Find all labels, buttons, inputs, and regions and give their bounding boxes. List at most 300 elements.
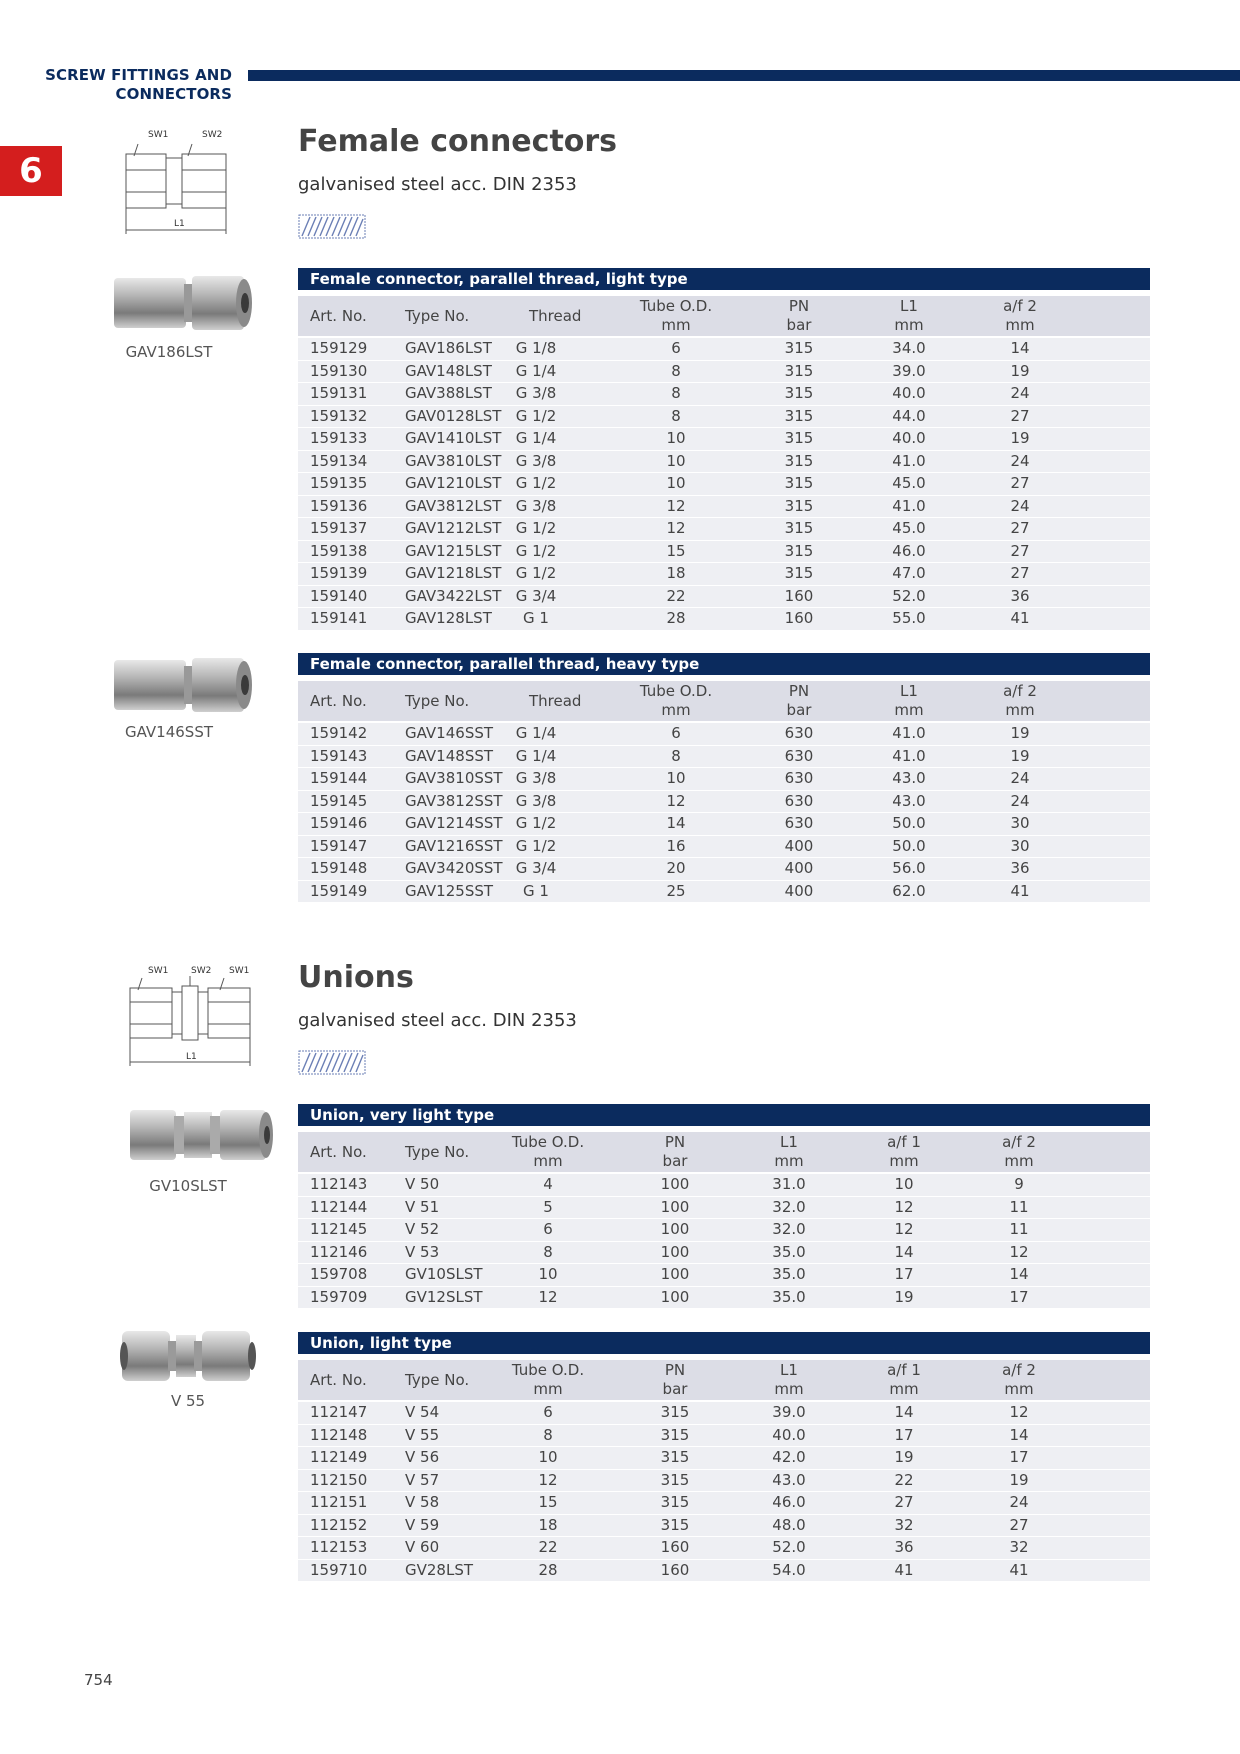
col-af1-unit: mm: [889, 1152, 919, 1170]
col-pn-label: PN: [664, 1361, 686, 1379]
cell-art-no: 159147: [310, 836, 368, 855]
col-af2-unit: mm: [1004, 1152, 1034, 1170]
cell-l1: 32.0: [772, 1197, 806, 1216]
cell-tube-od: 12: [666, 519, 686, 537]
table-row: [298, 1402, 1150, 1424]
cell-l1: 45.0: [892, 519, 926, 537]
cell-af1: 27: [894, 1493, 914, 1511]
table-row: [298, 406, 1150, 428]
cell-af1: 12: [894, 1197, 914, 1216]
cell-type-no: V 53: [405, 1242, 440, 1261]
table-row: [298, 1174, 1150, 1196]
cell-art-no: 159710: [310, 1560, 368, 1579]
col-l1: [729, 1361, 849, 1399]
cell-l1: 52.0: [892, 586, 926, 605]
cell-type-no: V 60: [405, 1538, 440, 1556]
table-row: [298, 586, 1150, 608]
cell-pn: 315: [660, 1470, 690, 1489]
cell-l1: 39.0: [892, 361, 926, 380]
cell-thread: G 1: [523, 881, 549, 900]
cell-af1: 32: [894, 1515, 914, 1534]
cell-thread: G 1/2: [515, 406, 557, 425]
cell-pn: 315: [784, 361, 814, 380]
cell-l1: 43.0: [892, 769, 926, 787]
cell-af1: 41: [894, 1560, 914, 1579]
col-art-no: Art. No.: [310, 692, 367, 710]
cell-type-no: GAV128LST: [405, 609, 492, 627]
col-tube-od-unit: mm: [533, 1152, 563, 1170]
cell-tube-od: 8: [671, 384, 681, 402]
cell-l1: 40.0: [892, 429, 926, 447]
table-row: [298, 361, 1150, 383]
cell-l1: 40.0: [892, 384, 926, 402]
cell-tube-od: 18: [666, 564, 686, 582]
col-type-no: Type No.: [405, 1371, 470, 1389]
col-af1-label: a/f 1: [887, 1361, 921, 1379]
col-l1: [729, 1133, 849, 1171]
cell-af1: 36: [894, 1538, 914, 1556]
col-tube-od: [616, 297, 736, 335]
table-row: [298, 1264, 1150, 1286]
cell-type-no: GAV125SST: [405, 881, 494, 900]
table-row: [298, 723, 1150, 745]
cell-pn: 315: [784, 519, 814, 537]
cell-af2: 24: [1009, 1493, 1029, 1511]
cell-tube-od: 6: [671, 724, 681, 742]
table-row: [298, 1197, 1150, 1219]
cell-tube-od: 14: [666, 814, 686, 832]
cell-type-no: GAV186LST: [405, 339, 492, 357]
table-row: [298, 858, 1150, 880]
cell-l1: 35.0: [772, 1265, 806, 1283]
cell-l1: 31.0: [772, 1175, 806, 1193]
cell-pn: 630: [784, 724, 814, 742]
cell-type-no: GAV1210LST: [405, 474, 502, 492]
cell-pn: 160: [784, 609, 814, 627]
cell-art-no: 159709: [310, 1287, 368, 1306]
col-af2: [960, 297, 1080, 335]
col-art-no: Art. No.: [310, 1143, 367, 1161]
table-row: [298, 608, 1150, 630]
cell-l1: 56.0: [892, 859, 926, 877]
table-row: [298, 518, 1150, 540]
header-bar: [248, 70, 1240, 81]
cell-pn: 315: [660, 1403, 690, 1421]
col-l1-label: L1: [780, 1361, 798, 1379]
cell-pn: 315: [784, 541, 814, 560]
female-diagram-sw2: SW2: [202, 130, 223, 140]
table-header: [298, 1132, 1150, 1172]
cell-pn: 315: [784, 406, 814, 425]
cell-type-no: GV12SLST: [405, 1287, 483, 1306]
table-body: [298, 1174, 1150, 1308]
product-label-gav186lst: GAV186LST: [125, 343, 213, 361]
col-art-no: Art. No.: [310, 1371, 367, 1389]
cell-pn: 400: [784, 859, 814, 877]
cell-type-no: GAV1215LST: [405, 541, 502, 560]
cell-af2: 27: [1010, 406, 1030, 425]
cell-af2: 14: [1010, 339, 1030, 357]
cell-af2: 17: [1009, 1448, 1029, 1466]
product-label-gv10slst: GV10SLST: [149, 1177, 227, 1195]
cell-l1: 50.0: [892, 814, 926, 832]
cell-tube-od: 8: [671, 361, 681, 380]
table-title: Union, very light type: [298, 1104, 1150, 1126]
cell-af2: 24: [1010, 451, 1030, 470]
cell-thread: G 3/8: [515, 791, 557, 810]
table-row: [298, 768, 1150, 790]
cell-thread: G 3/8: [515, 496, 557, 515]
table-row: [298, 1515, 1150, 1537]
col-af2-label: a/f 2: [1003, 682, 1037, 700]
cell-art-no: 159140: [310, 586, 368, 605]
cell-tube-od: 8: [543, 1242, 553, 1261]
table-row: [298, 563, 1150, 585]
cell-pn: 315: [784, 451, 814, 470]
cell-thread: G 1/2: [515, 474, 557, 492]
cell-af2: 32: [1009, 1538, 1029, 1556]
cell-af2: 9: [1014, 1175, 1024, 1193]
cell-art-no: 159129: [310, 339, 368, 357]
cell-type-no: V 54: [405, 1403, 440, 1421]
cell-pn: 315: [660, 1425, 690, 1444]
cell-tube-od: 12: [538, 1287, 558, 1306]
col-tube-od-label: Tube O.D.: [511, 1133, 585, 1151]
table-body: [298, 338, 1150, 630]
female-connector-light-product-image: [106, 268, 256, 338]
cell-tube-od: 28: [666, 609, 686, 627]
cell-tube-od: 6: [543, 1403, 553, 1421]
col-pn: [615, 1133, 735, 1171]
cell-type-no: GAV3420SST: [405, 859, 503, 877]
col-tube-od-unit: mm: [661, 701, 691, 719]
cell-tube-od: 10: [538, 1448, 558, 1466]
cell-thread: G 3/8: [515, 384, 557, 402]
cell-tube-od: 22: [538, 1538, 558, 1556]
col-l1-unit: mm: [774, 1380, 804, 1398]
cell-af2: 27: [1010, 541, 1030, 560]
female-diagram-sw1: SW1: [148, 130, 169, 140]
cell-type-no: GAV3422LST: [405, 586, 502, 605]
cell-pn: 630: [784, 791, 814, 810]
certification-mark-icon: [298, 1050, 366, 1075]
cell-af2: 14: [1009, 1425, 1029, 1444]
cell-tube-od: 16: [666, 836, 686, 855]
cell-art-no: 112148: [310, 1425, 368, 1444]
cell-thread: G 3/4: [515, 859, 557, 877]
cell-tube-od: 6: [671, 339, 681, 357]
cell-art-no: 159133: [310, 429, 368, 447]
cell-l1: 45.0: [892, 474, 926, 492]
female-heavy-table: [298, 653, 1150, 903]
cell-af1: 22: [894, 1470, 914, 1489]
cell-type-no: V 55: [405, 1425, 440, 1444]
table-title: Female connector, parallel thread, light type: [298, 268, 1150, 290]
cell-pn: 630: [784, 814, 814, 832]
cell-af2: 24: [1010, 384, 1030, 402]
cell-pn: 100: [660, 1287, 690, 1306]
col-type-no: Type No.: [405, 307, 470, 325]
cell-thread: G 1/4: [515, 429, 557, 447]
cell-l1: 35.0: [772, 1287, 806, 1306]
cell-art-no: 159149: [310, 881, 368, 900]
col-tube-od-unit: mm: [533, 1380, 563, 1398]
col-l1-unit: mm: [774, 1152, 804, 1170]
cell-pn: 315: [784, 496, 814, 515]
table-row: [298, 428, 1150, 450]
cell-l1: 54.0: [772, 1560, 806, 1579]
cell-af2: 19: [1010, 361, 1030, 380]
cell-tube-od: 5: [543, 1197, 553, 1216]
cell-l1: 40.0: [772, 1425, 806, 1444]
cell-art-no: 159148: [310, 859, 368, 877]
cell-af1: 14: [894, 1242, 914, 1261]
cell-pn: 315: [660, 1493, 690, 1511]
cell-art-no: 159134: [310, 451, 368, 470]
cell-thread: G 3/4: [515, 586, 557, 605]
cell-type-no: GAV3810SST: [405, 769, 503, 787]
cell-pn: 315: [660, 1515, 690, 1534]
cell-af2: 19: [1010, 746, 1030, 765]
col-pn-unit: bar: [662, 1152, 688, 1170]
cell-art-no: 112152: [310, 1515, 368, 1534]
table-row: [298, 813, 1150, 835]
col-af2-label: a/f 2: [1002, 1361, 1036, 1379]
cell-l1: 41.0: [892, 496, 926, 515]
cell-thread: G 1: [523, 609, 549, 627]
table-row: [298, 383, 1150, 405]
unions-section-subtitle: galvanised steel acc. DIN 2353: [298, 1010, 577, 1031]
table-row: [298, 473, 1150, 495]
cell-af1: 17: [894, 1425, 914, 1444]
cell-af2: 19: [1009, 1470, 1029, 1489]
col-l1-label: L1: [780, 1133, 798, 1151]
cell-art-no: 112145: [310, 1220, 368, 1238]
col-af2: [959, 1133, 1079, 1171]
union-diagram-sw1-left: SW1: [148, 966, 169, 976]
col-thread: Thread: [529, 307, 582, 325]
table-row: [298, 1242, 1150, 1264]
section-header: [40, 66, 232, 104]
cell-l1: 35.0: [772, 1242, 806, 1261]
cell-type-no: GAV3812LST: [405, 496, 502, 515]
table-body: [298, 1402, 1150, 1581]
female-connector-heavy-product-image: [106, 650, 256, 720]
cell-pn: 315: [784, 474, 814, 492]
cell-type-no: GAV3812SST: [405, 791, 503, 810]
col-l1-unit: mm: [894, 701, 924, 719]
col-tube-od-label: Tube O.D.: [639, 682, 713, 700]
col-l1-label: L1: [900, 682, 918, 700]
col-pn-label: PN: [788, 297, 810, 315]
cell-art-no: 159137: [310, 519, 368, 537]
cell-af2: 27: [1010, 564, 1030, 582]
col-af1-label: a/f 1: [887, 1133, 921, 1151]
cell-art-no: 159146: [310, 814, 368, 832]
cell-af1: 19: [894, 1448, 914, 1466]
col-af2-unit: mm: [1004, 1380, 1034, 1398]
female-diagram-l1: L1: [174, 219, 185, 229]
cell-l1: 43.0: [772, 1470, 806, 1489]
col-af1: [844, 1133, 964, 1171]
cell-l1: 46.0: [892, 541, 926, 560]
table-row: [298, 496, 1150, 518]
table-body: [298, 723, 1150, 902]
cell-tube-od: 10: [666, 451, 686, 470]
col-l1: [849, 682, 969, 720]
cell-tube-od: 10: [666, 474, 686, 492]
cell-thread: G 1/2: [515, 519, 557, 537]
cell-type-no: V 52: [405, 1220, 440, 1238]
col-pn: [739, 297, 859, 335]
cell-type-no: GAV1216SST: [405, 836, 503, 855]
cell-af2: 30: [1010, 814, 1030, 832]
cell-tube-od: 12: [666, 791, 686, 810]
col-pn: [615, 1361, 735, 1399]
table-row: [298, 881, 1150, 903]
cell-l1: 41.0: [892, 451, 926, 470]
cell-pn: 100: [660, 1242, 690, 1261]
cell-art-no: 159130: [310, 361, 368, 380]
cell-art-no: 159143: [310, 746, 368, 765]
cell-af2: 19: [1010, 724, 1030, 742]
cell-type-no: V 51: [405, 1197, 440, 1216]
cell-pn: 315: [784, 564, 814, 582]
cell-pn: 315: [660, 1448, 690, 1466]
product-label-gav146sst: GAV146SST: [124, 723, 214, 741]
col-l1: [849, 297, 969, 335]
cell-af1: 17: [894, 1265, 914, 1283]
col-l1-label: L1: [900, 297, 918, 315]
table-header: [298, 296, 1150, 336]
col-l1-unit: mm: [894, 316, 924, 334]
cell-tube-od: 8: [543, 1425, 553, 1444]
cell-tube-od: 12: [538, 1470, 558, 1489]
cell-af2: 27: [1010, 474, 1030, 492]
col-tube-od-label: Tube O.D.: [511, 1361, 585, 1379]
cell-art-no: 112150: [310, 1470, 368, 1489]
cell-af1: 14: [894, 1403, 914, 1421]
cell-pn: 400: [784, 881, 814, 900]
chapter-tab: 6: [0, 146, 62, 196]
cell-af2: 27: [1009, 1515, 1029, 1534]
cell-art-no: 159132: [310, 406, 368, 425]
cell-af2: 14: [1009, 1265, 1029, 1283]
cell-l1: 52.0: [772, 1538, 806, 1556]
union-very-light-product-image: [126, 1102, 286, 1168]
table-row: [298, 791, 1150, 813]
cell-pn: 100: [660, 1175, 690, 1193]
table-row: [298, 1537, 1150, 1559]
cell-l1: 41.0: [892, 724, 926, 742]
table-header: [298, 1360, 1150, 1400]
cell-pn: 630: [784, 769, 814, 787]
cell-type-no: GV10SLST: [405, 1265, 483, 1283]
cell-tube-od: 8: [671, 406, 681, 425]
cell-l1: 48.0: [772, 1515, 806, 1534]
col-type-no: Type No.: [405, 1143, 470, 1161]
cell-type-no: GAV1214SST: [405, 814, 503, 832]
female-light-table: [298, 268, 1150, 631]
cell-af2: 11: [1009, 1220, 1029, 1238]
cell-l1: 50.0: [892, 836, 926, 855]
col-af2-label: a/f 2: [1002, 1133, 1036, 1151]
cell-af2: 41: [1010, 609, 1030, 627]
cell-l1: 44.0: [892, 406, 926, 425]
cell-af2: 24: [1010, 791, 1030, 810]
cell-pn: 400: [784, 836, 814, 855]
cell-tube-od: 25: [666, 881, 686, 900]
cell-af1: 10: [894, 1175, 914, 1193]
col-tube-od: [488, 1133, 608, 1171]
cell-thread: G 1/2: [515, 836, 557, 855]
cell-art-no: 159131: [310, 384, 368, 402]
cell-af2: 36: [1010, 586, 1030, 605]
cell-type-no: GAV0128LST: [405, 406, 502, 425]
cell-thread: G 1/8: [515, 339, 557, 357]
col-af2: [960, 682, 1080, 720]
cell-thread: G 1/4: [515, 361, 557, 380]
col-tube-od: [616, 682, 736, 720]
table-row: [298, 1425, 1150, 1447]
table-row: [298, 836, 1150, 858]
cell-af2: 30: [1010, 836, 1030, 855]
cell-pn: 160: [660, 1560, 690, 1579]
cell-art-no: 112149: [310, 1448, 368, 1466]
cell-art-no: 112151: [310, 1493, 368, 1511]
cell-tube-od: 10: [538, 1265, 558, 1283]
section-header-line1: SCREW FITTINGS AND: [45, 66, 232, 84]
col-tube-od-label: Tube O.D.: [639, 297, 713, 315]
page-number: 754: [84, 1671, 113, 1689]
col-af2-unit: mm: [1005, 316, 1035, 334]
col-af2-label: a/f 2: [1003, 297, 1037, 315]
cell-art-no: 112146: [310, 1242, 368, 1261]
cell-art-no: 112143: [310, 1175, 368, 1193]
female-section-title: Female connectors: [298, 124, 618, 159]
cell-tube-od: 6: [543, 1220, 553, 1238]
union-very-light-table: [298, 1104, 1150, 1309]
cell-thread: G 1/4: [515, 746, 557, 765]
cell-pn: 315: [784, 384, 814, 402]
cell-l1: 34.0: [892, 339, 926, 357]
cell-af1: 12: [894, 1220, 914, 1238]
cell-art-no: 159141: [310, 609, 368, 627]
cell-af2: 27: [1010, 519, 1030, 537]
cell-af2: 24: [1010, 769, 1030, 787]
cell-af2: 41: [1009, 1560, 1029, 1579]
cell-type-no: GAV1212LST: [405, 519, 502, 537]
union-diagram-sw1-right: SW1: [229, 966, 250, 976]
cell-type-no: GV28LST: [405, 1560, 474, 1579]
cell-l1: 62.0: [892, 881, 926, 900]
cell-type-no: GAV388LST: [405, 384, 492, 402]
cell-pn: 100: [660, 1265, 690, 1283]
col-type-no: Type No.: [405, 692, 470, 710]
cell-af1: 19: [894, 1287, 914, 1306]
table-header: [298, 681, 1150, 721]
col-pn-label: PN: [788, 682, 810, 700]
cell-l1: 43.0: [892, 791, 926, 810]
cell-l1: 47.0: [892, 564, 926, 582]
union-light-product-image: [120, 1325, 260, 1387]
cell-pn: 160: [784, 586, 814, 605]
cell-thread: G 1/2: [515, 564, 557, 582]
cell-tube-od: 22: [666, 586, 686, 605]
col-pn-unit: bar: [786, 316, 812, 334]
table-row: [298, 1560, 1150, 1582]
cell-pn: 100: [660, 1220, 690, 1238]
